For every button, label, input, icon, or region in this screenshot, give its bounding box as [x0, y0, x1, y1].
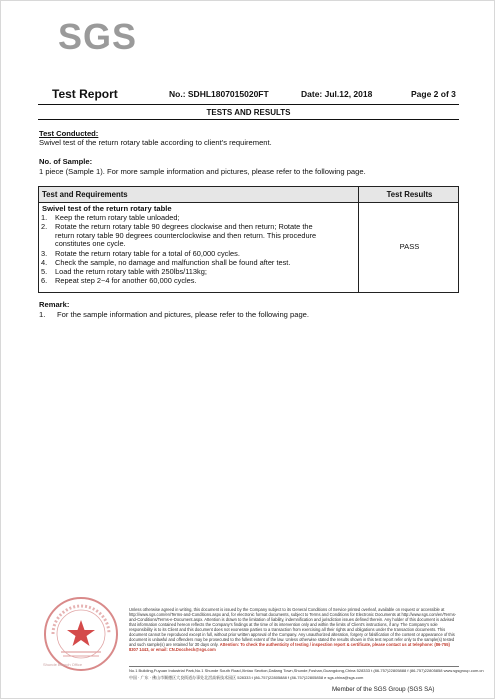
test-step: 6. Repeat step 2~4 for another 60,000 cycles.: [41, 276, 197, 285]
column-header-results: Test Results: [386, 190, 433, 199]
header-divider-bottom: [38, 119, 459, 120]
address-chinese: 中国 · 广东 · 佛山市顺德区大良街道办事处北滘高新技术园区 528333 t (86-757)22805888 f (86-757)22805858 e sgs.china@sgs.com: [129, 675, 364, 680]
stamp-footer-text: Shunde Branch Office: [43, 662, 83, 667]
page-number: Page 2 of 3: [411, 89, 456, 99]
address-english: No.1 Building,Fuyuan Industrial Park,No.1 Shunde South Road,Xintao Section,Daliang Town,Shunde,Foshan,Guangdong,China 528333 t (86-757)22805888 f (86-757)22805858 www.sgsgroup.com.cn: [129, 668, 484, 673]
sample-heading: No. of Sample:: [39, 157, 93, 166]
test-conducted-heading: Test Conducted:: [39, 129, 99, 138]
test-step: 5. Load the return rotary table with 250lbs/113kg;: [41, 267, 207, 276]
report-date: Date: Jul.12, 2018: [301, 89, 373, 99]
test-step: 1. Keep the return rotary table unloaded;: [41, 213, 180, 222]
header-divider-top: [38, 104, 459, 105]
test-conducted-text: Swivel test of the return rotary table according to client's requirement.: [39, 138, 272, 147]
test-step: 4. Check the sample, no damage and malfunction shall be found after test.: [41, 258, 291, 267]
remark-heading: Remark:: [39, 300, 70, 309]
table-column-divider: [358, 187, 359, 292]
remark-item: 1. For the sample information and pictures, please refer to the following page.: [39, 310, 309, 319]
report-number: No.: SDHL1807015020FT: [169, 89, 269, 99]
disclaimer-text: Unless otherwise agreed in writing, this document is issued by the Company subject to its General Conditions of Service printed overleaf, available on request or accessible at http://www.sgs.com/en/Terms-and-Conditions.aspx and, for electronic format documents, subject to Terms and Conditions for Electronic Documents at http://www.sgs.com/en/Terms-and-Conditions/Terms-e-Document.aspx. Attention is drawn to the limitation of liability, indemnification and jurisdiction issues defined therein. Any holder of this document is advised that information contained hereon reflects the Company's findings at the time of its intervention only and within the limits of Client's instructions, if any. The Company's sole responsibility is to its Client and this document does not exonerate parties to a transaction from exercising all their rights and obligations under the transaction documents. This document cannot be reproduced except in full, without prior written approval of the Company. Any unauthorized alteration, forgery or falsification of the content or appearance of this document is unlawful and offenders may be prosecuted to the fullest extent of the law. Unless otherwise stated the results shown in this test report refer only to the sample(s) tested and such sample(s) are retained for 30 days only. Attention: To check the authenticity of testing / inspection report & certificate, please contact us at telephone: (86-755) 8307 1443, or email: CN.Doccheck@sgs.com: [129, 607, 457, 652]
column-header-requirements: Test and Requirements: [42, 190, 128, 199]
test-result: PASS: [399, 242, 420, 251]
results-table: [38, 186, 459, 293]
sgs-logo: SGS: [58, 16, 138, 57]
sample-text: 1 piece (Sample 1). For more sample information and pictures, please refer to the following page.: [39, 167, 366, 176]
test-item-title: Swivel test of the return rotary table: [42, 204, 172, 213]
test-step: 2. Rotate the return rotary table 90 degrees clockwise and then return; Rotate the return rotary table 90 degrees counterclockwise and then return. This procedure constitutes one cycle.: [41, 222, 317, 249]
section-title: TESTS AND RESULTS: [206, 108, 291, 117]
member-statement: Member of the SGS Group (SGS SA): [332, 686, 435, 693]
report-title: Test Report: [52, 87, 118, 101]
address-divider: [129, 666, 459, 667]
test-step: 3. Rotate the return rotary table for a total of 60,000 cycles.: [41, 249, 240, 258]
